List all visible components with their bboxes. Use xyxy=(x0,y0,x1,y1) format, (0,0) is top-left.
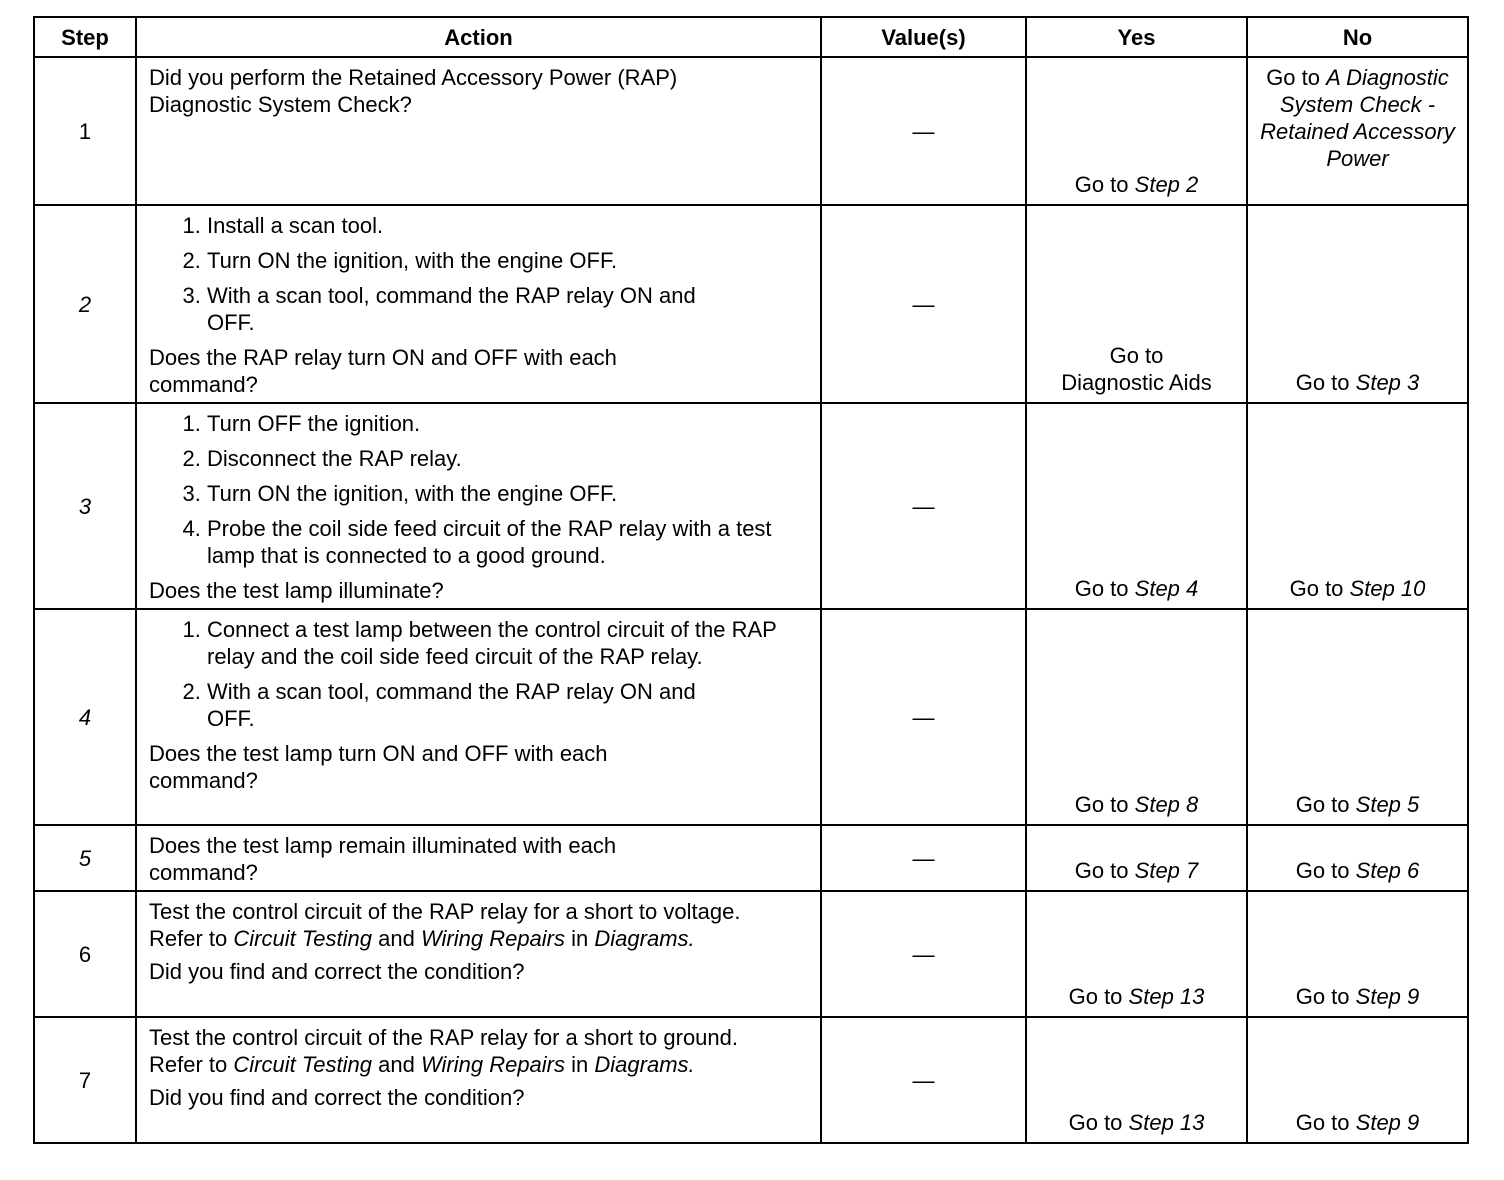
action-list-item: 1. Turn OFF the ignition. xyxy=(207,410,808,437)
action-cell xyxy=(136,205,821,403)
action-question: Did you find and correct the condition? xyxy=(149,1085,525,1110)
no-link[interactable]: Step 6 xyxy=(1355,858,1420,883)
action-text xyxy=(149,898,779,952)
yes-prefix: Go to xyxy=(1074,576,1129,601)
action-cell xyxy=(136,891,821,1017)
no-cell xyxy=(1247,825,1468,891)
action-list-item: 2. Turn ON the ignition, with the engine OFF. xyxy=(207,247,808,274)
yes-prefix: Go to xyxy=(1109,343,1164,368)
value-cell: — xyxy=(821,825,1026,891)
reference-link[interactable]: Diagrams. xyxy=(594,926,695,951)
no-prefix: Go to xyxy=(1295,1110,1350,1135)
yes-link[interactable]: Step 8 xyxy=(1134,792,1199,817)
action-list-item: 2. With a scan tool, command the RAP relay ON and OFF. xyxy=(207,678,727,732)
step-number: 6 xyxy=(34,891,136,1017)
no-link[interactable]: Step 10 xyxy=(1349,576,1426,601)
yes-cell xyxy=(1026,205,1247,403)
action-text-part: and xyxy=(378,1052,415,1077)
value-cell: — xyxy=(821,205,1026,403)
yes-prefix: Go to xyxy=(1074,858,1129,883)
action-text-part: and xyxy=(378,926,415,951)
action-list-item: 2. Disconnect the RAP relay. xyxy=(207,445,808,472)
table-row xyxy=(34,403,1468,609)
yes-prefix: Go to xyxy=(1074,172,1129,197)
yes-link[interactable]: Step 2 xyxy=(1134,172,1199,197)
step-number: 1 xyxy=(34,57,136,205)
action-question: Does the RAP relay turn ON and OFF with each command? xyxy=(149,345,617,397)
reference-link[interactable]: Circuit Testing xyxy=(233,1052,372,1077)
action-cell xyxy=(136,403,821,609)
yes-link[interactable]: Step 4 xyxy=(1134,576,1199,601)
no-cell xyxy=(1247,57,1468,205)
step-number: 5 xyxy=(34,825,136,891)
action-cell xyxy=(136,609,821,825)
no-prefix: Go to xyxy=(1266,65,1320,90)
action-cell xyxy=(136,1017,821,1143)
reference-link[interactable]: Wiring Repairs xyxy=(420,1052,566,1077)
no-cell xyxy=(1247,205,1468,403)
no-link[interactable]: Step 9 xyxy=(1355,984,1420,1009)
yes-link[interactable]: Step 7 xyxy=(1134,858,1199,883)
action-question: Does the test lamp turn ON and OFF with each command? xyxy=(149,741,608,793)
reference-link[interactable]: Circuit Testing xyxy=(233,926,372,951)
no-cell xyxy=(1247,403,1468,609)
yes-cell xyxy=(1026,891,1247,1017)
action-list xyxy=(149,212,808,336)
action-list-item: 4. Probe the coil side feed circuit of the RAP relay with a test lamp that is connected to a good ground. xyxy=(207,515,808,569)
table-row xyxy=(34,57,1468,205)
step-number: 2 xyxy=(34,205,136,403)
no-cell xyxy=(1247,891,1468,1017)
action-text: Did you perform the Retained Accessory Power (RAP) Diagnostic System Check? xyxy=(149,65,678,117)
yes-link[interactable]: Step 13 xyxy=(1128,984,1205,1009)
no-prefix: Go to xyxy=(1295,792,1350,817)
header-no: No xyxy=(1247,17,1468,57)
header-row xyxy=(34,17,1468,57)
value-cell: — xyxy=(821,1017,1026,1143)
yes-cell xyxy=(1026,1017,1247,1143)
action-text-part: Test the control circuit of the RAP relay for a short to voltage. Refer to xyxy=(149,899,741,951)
step-number: 7 xyxy=(34,1017,136,1143)
action-list-item: 3. Turn ON the ignition, with the engine OFF. xyxy=(207,480,808,507)
value-cell: — xyxy=(821,57,1026,205)
yes-prefix: Go to xyxy=(1068,1110,1123,1135)
table-row xyxy=(34,205,1468,403)
value-cell: — xyxy=(821,609,1026,825)
action-list xyxy=(149,410,808,569)
yes-cell xyxy=(1026,57,1247,205)
no-link[interactable]: Step 9 xyxy=(1355,1110,1420,1135)
yes-cell xyxy=(1026,825,1247,891)
action-text-part: Test the control circuit of the RAP relay for a short to ground. Refer to xyxy=(149,1025,738,1077)
header-value: Value(s) xyxy=(821,17,1026,57)
action-list-item: 1. Connect a test lamp between the control circuit of the RAP relay and the coil side feed circuit of the RAP relay. xyxy=(207,616,808,670)
no-link[interactable]: Step 5 xyxy=(1355,792,1420,817)
no-prefix: Go to xyxy=(1289,576,1344,601)
action-question: Does the test lamp illuminate? xyxy=(149,578,444,603)
yes-cell xyxy=(1026,403,1247,609)
yes-link[interactable]: Step 13 xyxy=(1128,1110,1205,1135)
reference-link[interactable]: Diagrams. xyxy=(594,1052,695,1077)
action-text xyxy=(149,1024,779,1078)
action-cell xyxy=(136,57,821,205)
action-question: Does the test lamp remain illuminated with each command? xyxy=(149,833,617,885)
action-list-item: 1. Install a scan tool. xyxy=(207,212,808,239)
yes-prefix: Go to xyxy=(1068,984,1123,1009)
value-cell: — xyxy=(821,891,1026,1017)
action-text-part: in xyxy=(571,926,589,951)
step-number: 3 xyxy=(34,403,136,609)
no-link[interactable]: Step 3 xyxy=(1355,370,1420,395)
diagnostic-table xyxy=(33,16,1469,1144)
action-cell xyxy=(136,825,821,891)
no-cell xyxy=(1247,1017,1468,1143)
table-row xyxy=(34,825,1468,891)
table-row xyxy=(34,609,1468,825)
reference-link[interactable]: Wiring Repairs xyxy=(420,926,566,951)
header-yes: Yes xyxy=(1026,17,1247,57)
action-text-part: in xyxy=(571,1052,589,1077)
yes-prefix: Go to xyxy=(1074,792,1129,817)
yes-cell xyxy=(1026,609,1247,825)
action-list xyxy=(149,616,808,732)
table-row xyxy=(34,1017,1468,1143)
step-number: 4 xyxy=(34,609,136,825)
action-question: Did you find and correct the condition? xyxy=(149,959,525,984)
table-row xyxy=(34,891,1468,1017)
value-cell: — xyxy=(821,403,1026,609)
action-list-item: 3. With a scan tool, command the RAP relay ON and OFF. xyxy=(207,282,727,336)
no-prefix: Go to xyxy=(1295,370,1350,395)
no-prefix: Go to xyxy=(1295,858,1350,883)
no-cell xyxy=(1247,609,1468,825)
yes-link[interactable]: Diagnostic Aids xyxy=(1061,370,1212,395)
header-step: Step xyxy=(34,17,136,57)
no-link[interactable]: A Diagnostic System Check - Retained Accessory Power xyxy=(1260,65,1455,171)
header-action: Action xyxy=(136,17,821,57)
no-prefix: Go to xyxy=(1295,984,1350,1009)
